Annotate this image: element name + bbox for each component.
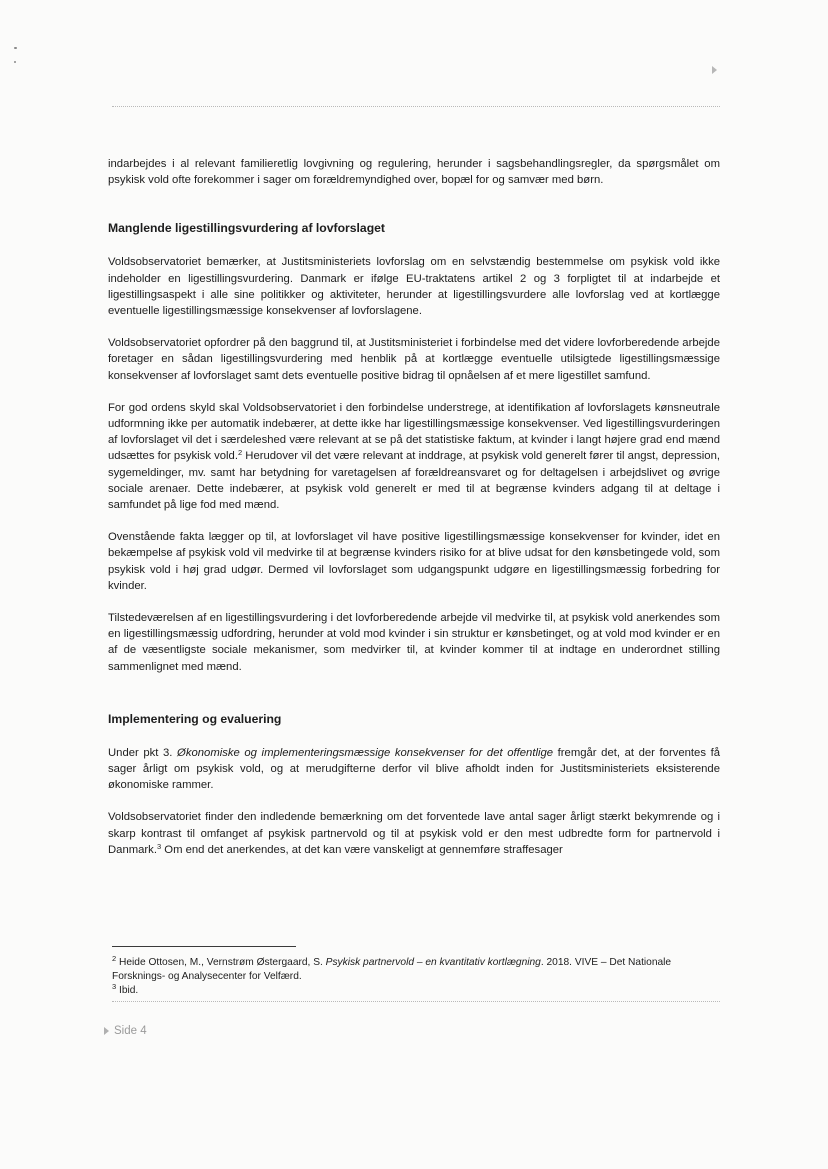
footer-divider — [112, 1001, 720, 1002]
header-divider — [112, 106, 720, 107]
paragraph: Voldsobservatoriet opfordrer på den baggrund til, at Justitsministeriet i forbindelse med det videre lovforberedende arbejde foretager en sådan ligestillingsvurdering med henblik på at kortlægge eventuelle utilsigtede ligestillingsmæssige konsekvenser af lovforslaget samt dets eventuelle positive bidrag til opnåelsen af et mere ligestillet samfund. — [108, 337, 720, 382]
scan-speck — [14, 61, 16, 63]
header-arrow-icon — [712, 66, 717, 74]
paragraph: Tilstedeværelsen af en ligestillingsvurdering i det lovforberedende arbejde vil medvirke til, at psykisk vold anerkendes som en ligestillingsmæssig udfordring, herunder at vold mod kvinder i sin struktur er kønsbetinget, og at vold mod kvinder er en af de væsentligste sociale mekanismer, som medvirker til, at kvinder kommer til at indtage en underordnet stilling sammenlignet med mænd. — [108, 612, 720, 673]
paragraph-text: Om end det anerkendes, at det kan være vanskeligt at gennemføre straffesager — [161, 843, 563, 856]
paragraph-text: For god ordens skyld skal Voldsobservatoriet i den forbindelse understrege, at identifikation af lovforslagets kønsneutrale udformning ikke per automatik indebærer, at dette ikke har ligestillingsmæssige konsekvenser. Ved ligestillingsvurderingen af lovforslaget vil det i særdeleshed være relevant at se på det statistiske faktum, at kvinder i langt højere grad end mænd udsættes for psykisk vold. — [108, 401, 720, 463]
footer-arrow-icon — [104, 1027, 109, 1035]
footnote-title: Psykisk partnervold – en kvantitativ kortlægning — [325, 957, 541, 968]
footnote-number: 3 — [112, 982, 117, 991]
paragraph-text: Voldsobservatoriet finder den indledende bemærkning om det forventede lave antal sager årligt stærkt bekymrende og i skarp kontrast til omfanget af psykisk partnervold og til at psykisk vold er den mest udbredte form for partnervold i Danmark. — [108, 811, 720, 856]
paragraph: Ovenstående fakta lægger op til, at lovforslaget vil have positive ligestillingsmæssige konsekvenser for kvinder, idet en bekæmpelse af psykisk vold vil medvirke til at begrænse kvinders risiko for at blive udsat for den kønsbetingede vold, som psykisk vold i høj grad udgør. Dermed vil lovforslaget som udgangspunkt udgøre en ligestillingsmæssig forbedring for kvinder. — [108, 531, 720, 592]
paragraph-text: fremgår det, at der forventes få sager årligt om psykisk vold, og at merudgifterne derfor vil blive afholdt inden for Justitsministeriets eksisterende økonomiske rammer. — [108, 746, 720, 792]
paragraph-continuation: indarbejdes i al relevant familieretlig lovgivning og regulering, herunder i sagsbehandlingsregler, da spørgsmålet om psykisk vold ofte forekommer i sager om forældremyndighed over, bopæl for og samvær med børn. — [108, 158, 720, 187]
document-body — [108, 156, 720, 874]
paragraph — [108, 745, 720, 794]
footnote-text: Ibid. — [116, 985, 139, 996]
scan-speck — [14, 47, 17, 49]
page-footer — [104, 1025, 147, 1037]
footnote-3 — [112, 984, 724, 998]
paragraph — [108, 809, 720, 858]
paragraph: Voldsobservatoriet bemærker, at Justitsministeriets lovforslag om en selvstændig bestemmelse om psykisk vold ikke indeholder en ligestillingsvurdering. Danmark er ifølge EU-traktatens artikel 2 og 3 forpligtet til at indarbejde et ligestillingsaspekt i alle sine politikker og aktiviteter, herunder at ligestillingsvurdere alle lovforslag ved at kortlægge eventuelle ligestillingsmæssige konsekvenser af lovforslagene. — [108, 256, 720, 318]
footnotes — [112, 956, 724, 998]
footnote-text: Heide Ottosen, M., Vernstrøm Østergaard, S. — [116, 957, 326, 968]
footnote-ref[interactable]: 2 — [237, 448, 243, 458]
paragraph-text: Under pkt 3. — [108, 746, 178, 759]
footnote-text: . 2018. VIVE – Det Nationale Forsknings- og Analysecenter for Velfærd. — [112, 957, 672, 982]
paragraph-text: Herudover vil det være relevant at inddrage, at psykisk vold generelt fører til angst, depression, sygemeldinger, mv. samt har betydning for varetagelsen af forældreansvaret og for deltagelsen i arbejdslivet og øvrige sociale arenaer. Dette indebærer, at psykisk vold generelt er med til at begrænse kvinders adgang til at deltage i samfundet på lige fod med mænd. — [108, 450, 720, 512]
footnote-2 — [112, 956, 724, 984]
footnote-divider — [112, 946, 296, 947]
footnote-number: 2 — [112, 954, 117, 963]
page-number: Side 4 — [114, 1025, 147, 1037]
paragraph — [108, 400, 720, 513]
section-heading-implementering: Implementering og evaluering — [108, 711, 282, 726]
footnote-ref[interactable]: 3 — [156, 841, 162, 851]
emphasis-text: Økonomiske og implementeringsmæssige konsekvenser for det offentlige — [177, 746, 554, 759]
section-heading-ligestilling: Manglende ligestillingsvurdering af lovforslaget — [108, 221, 385, 236]
